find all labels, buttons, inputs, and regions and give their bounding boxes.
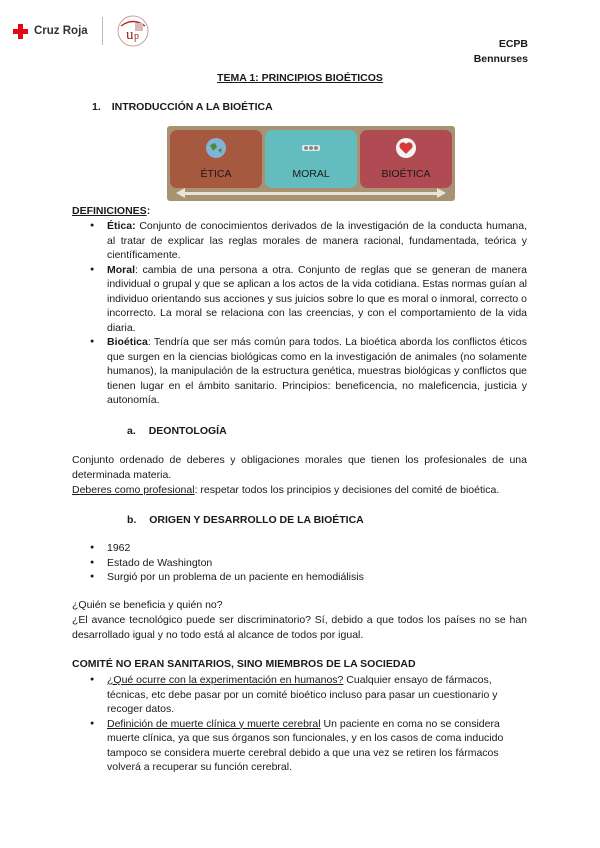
heart-icon <box>395 137 417 159</box>
section-a-title: DEONTOLOGÍA <box>148 425 227 437</box>
deontologia-definition: Conjunto ordenado de deberes y obligaciones morales que tienen los profesionales de una determinada materia. <box>72 454 527 481</box>
definitions-list <box>90 219 527 408</box>
definition-moral: ● Moral: cambia de una persona a otra. Conjunto de reglas que se generan de manera individual o grupal y que se aplican a los actos de la vida cotidiana. Estas normas guían al individuo orientando sus acciones y sus juicios sobre lo que es moral o inmoral, correcto o incorrecto. La moral se relaciona con las creencias, y con el comportamiento de la vida diaria. <box>90 263 527 336</box>
course-code: ECPB <box>498 38 528 50</box>
comite-list <box>90 673 527 775</box>
section-b-heading: b. ORIGEN Y DESARROLLO DE LA BIOÉTICA <box>127 514 364 526</box>
author-name: Bennurses <box>473 53 528 65</box>
panel-bioetica <box>360 130 452 188</box>
svg-text:u: u <box>125 27 134 43</box>
section-1-heading <box>92 101 273 113</box>
header-logos <box>13 14 151 48</box>
panel-etica-label: ÉTICA <box>200 168 232 180</box>
page-title: TEMA 1: PRINCIPIOS BIOÉTICOS <box>217 72 383 84</box>
panel-moral <box>265 130 357 188</box>
double-arrow-line <box>181 192 441 195</box>
university-seal-icon <box>115 14 151 48</box>
question-beneficia: ¿Quién se beneficia y quién no? <box>72 599 223 611</box>
people-icon <box>300 137 322 159</box>
definition-etica: ● Ética: Conjunto de conocimientos derivados de la investigación de la conducta humana, al tratar de explicar las reglas morales de manera racional, fundamentada, teórica y científicamente. <box>90 219 527 263</box>
question-avance: ¿El avance tecnológico puede ser discriminatorio? Sí, debido a que todos los países no se han desarrollado igual y no todo está al alcance de todos por igual. <box>72 614 527 641</box>
section-1-number: 1. <box>92 101 101 113</box>
origin-item: ● Estado de Washington <box>90 556 527 571</box>
comite-item-muerte: ● Definición de muerte clínica y muerte cerebral Un paciente en coma no se considera muerte clínica, ya que sus órganos son funcionales, y en los casos de coma inducido tampoco se considera muerte cerebral debido a que una vez se retiren los fármacos volverá a recuperar su función cerebral. <box>90 717 527 775</box>
definitions-heading: DEFINICIONES: <box>72 205 151 217</box>
deberes-line: Deberes como profesional: respetar todos los principios y decisiones del comité de bioética. <box>72 484 500 496</box>
red-cross-icon <box>13 24 28 39</box>
globe-icon <box>205 137 227 159</box>
panel-bioetica-label: BIOÉTICA <box>381 168 431 180</box>
comite-item-experimentacion: ● ¿Qué ocurre con la experimentación en humanos? Cualquier ensayo de fármacos, técnicas, etc debe pasar por un comité bioético incluso para pasar un cuestionario y recoger datos. <box>90 673 527 717</box>
section-b-title: ORIGEN Y DESARROLLO DE LA BIOÉTICA <box>149 514 364 526</box>
origin-item: ● Surgió por un problema de un paciente en hemodiálisis <box>90 570 527 585</box>
origin-list <box>90 541 527 585</box>
panel-moral-label: MORAL <box>292 168 330 180</box>
svg-text:p: p <box>133 31 139 42</box>
ethics-banner <box>167 126 455 201</box>
arrow-left-icon <box>176 188 185 198</box>
logo-divider <box>102 17 103 45</box>
definition-bioetica: ● Bioética: Tendría que ser más común para todos. La bioética aborda los conflictos éticos que surgen en la ciencias biológicas como en la investigación de animales (no solamente humanos), la manipulación de la estructura genética, muestras biológicas y conflictos que tienen lugar en el ámbito sanitario. Principios: beneficencia, no maleficencia, justicia y autonomía. <box>90 335 527 408</box>
section-1-title: INTRODUCCIÓN A LA BIOÉTICA <box>111 101 273 113</box>
header-right-block <box>474 37 528 67</box>
panel-etica <box>170 130 262 188</box>
comite-heading: COMITÉ NO ERAN SANITARIOS, SINO MIEMBROS DE LA SOCIEDAD <box>72 658 416 670</box>
cruz-roja-logo-text: Cruz Roja <box>34 25 88 37</box>
section-a-heading: a. DEONTOLOGÍA <box>127 425 227 437</box>
arrow-right-icon <box>437 188 446 198</box>
origin-item: ● 1962 <box>90 541 527 556</box>
